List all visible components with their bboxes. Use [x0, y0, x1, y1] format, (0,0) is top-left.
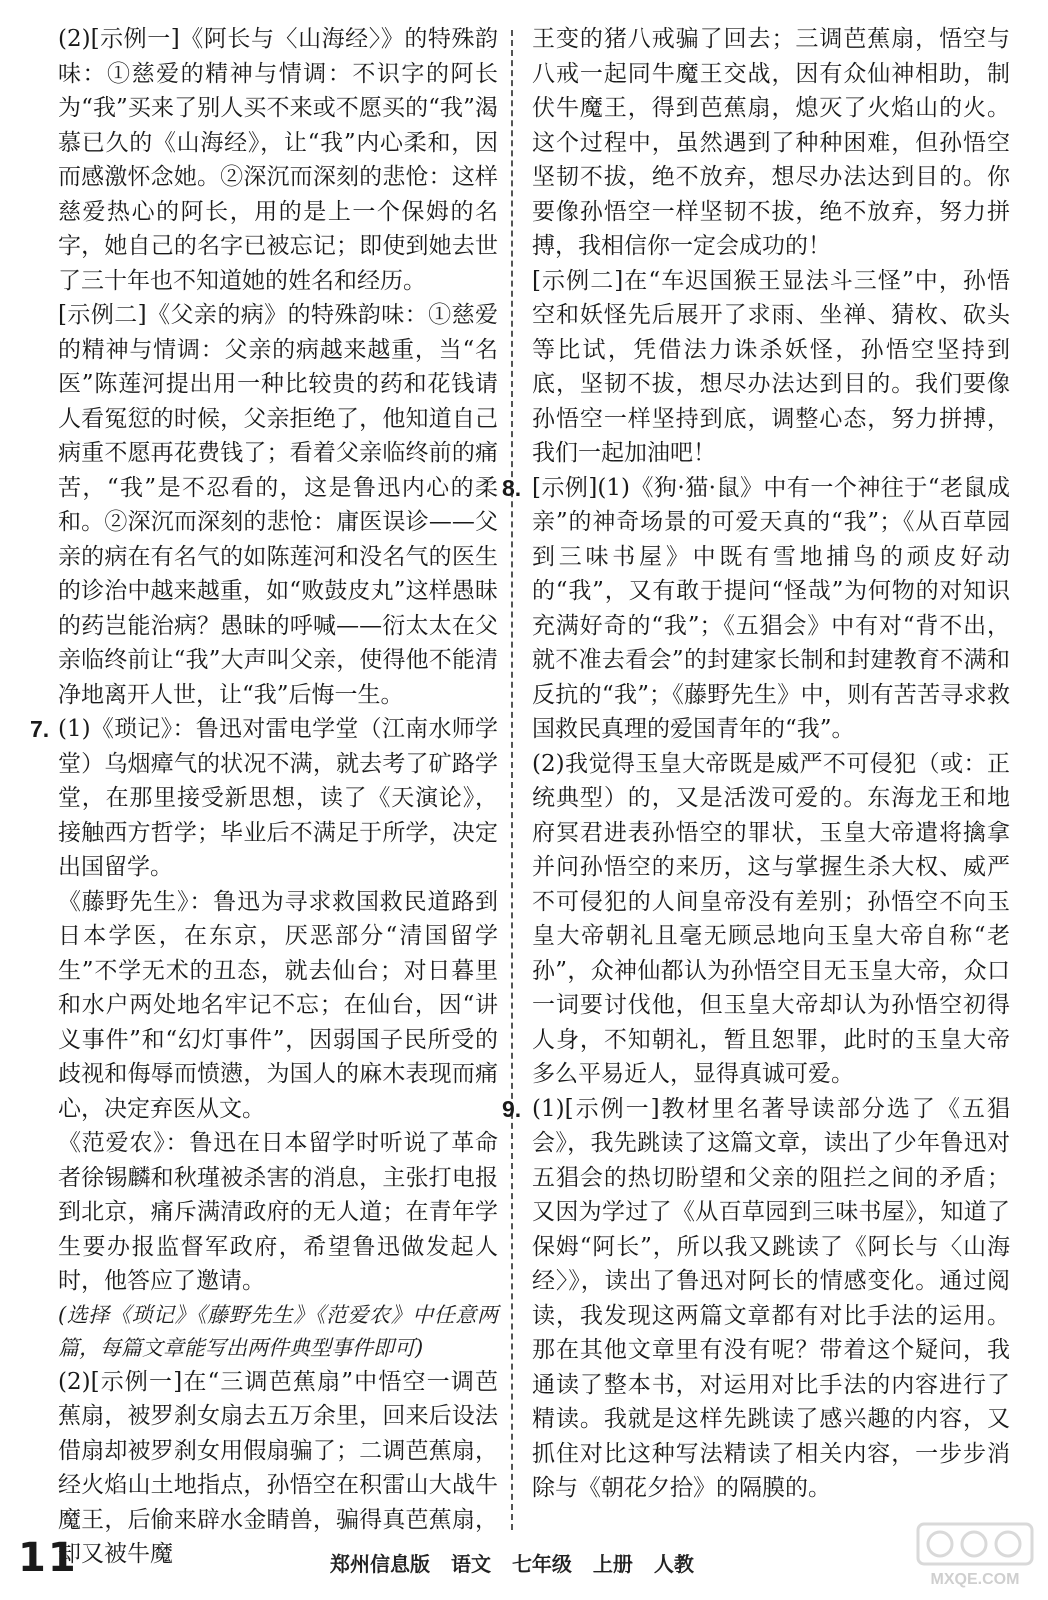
- question-8-part-2: (2)我觉得玉皇大帝既是威严不可侵犯（或：正统典型）的，又是活泼可爱的。东海龙王和地府冥君进表孙悟空的罪状，玉皇大帝遣将擒拿并问孙悟空的来历，这与掌握生杀大权、威严不可侵犯的人间皇帝没有差别；孙悟空不向玉皇大帝朝礼且毫无顾忌地向玉皇大帝自称“老孙”，众神仙都认为孙悟空目无玉皇大帝，众口一词要讨伐他，但玉皇大帝却认为孙悟空初得人身，不知朝礼，暂且恕罪，此时的玉皇大帝多么平易近人，显得真诚可爱。: [532, 750, 1010, 1087]
- footer-grade: 七年级: [511, 1552, 572, 1576]
- column-divider: [511, 30, 513, 1530]
- question-7-part-2: (2)[示例一]在“三调芭蕉扇”中悟空一调芭蕉扇，被罗刹女扇去五万余里，回来后设法借扇却被罗刹女用假扇骗了；二调芭蕉扇，经火焰山土地指点，孙悟空在积雷山大战牛魔王，后偷来辟水金睛兽，骗得真芭蕉扇，却又被牛魔: [58, 1368, 498, 1567]
- footer-edition-info: [330, 1548, 694, 1577]
- page-number: 11: [18, 1535, 78, 1581]
- footer-publisher: 人教: [653, 1552, 694, 1576]
- selection-note: (选择《琐记》《藤野先生》《范爱农》中任意两篇，每篇文章能写出两件典型事件即可): [58, 1302, 498, 1360]
- paragraph-7-2-example-2: [示例二]在“车迟国猴王显法斗三怪”中，孙悟空和妖怪先后展开了求雨、坐禅、猜枚、砍头等比试，凭借法力诛杀妖怪，孙悟空坚持到底，坚韧不拔，想尽办法达到目的。我们要像孙悟空一样坚持到底，调整心态，努力拼搏，我们一起加油吧！: [532, 267, 1010, 466]
- answer-text: [示例](1)《狗·猫·鼠》中有一个神往于“老鼠成亲”的神奇场景的可爱天真的“我”；《从百草园到三味书屋》中既有雪地捕鸟的顽皮好动的“我”，又有敢于提问“怪哉”为何物的对知识充满好奇的“我”；《五猖会》中有对“背不出，就不准去看会”的封建家长制和封建教育不满和反抗的“我”；《藤野先生》中，则有苦苦寻求救国救民真理的爱国青年的“我”。: [532, 474, 1010, 742]
- question-number: 7.: [30, 716, 50, 742]
- footer-edition: 郑州信息版: [330, 1552, 430, 1576]
- question-7-part-1: [30, 712, 498, 885]
- paragraph-tengye: 《藤野先生》：鲁迅为寻求救国救民道路到日本学医，在东京，厌恶部分“清国留学生”不学无术的丑态，就去仙台；对日暮里和水户两处地名牢记不忘；在仙台，因“讲义事件”和“幻灯事件”，因弱国子民所受的歧视和侮辱而愤懑，为国人的麻木表现而痛心，决定弃医从文。: [58, 888, 498, 1122]
- question-8-part-1: [502, 471, 1010, 747]
- watermark-logo-icon: [916, 1520, 1034, 1590]
- right-column: [502, 22, 1010, 1506]
- paragraph-fanainong: 《范爱农》：鲁迅在日本留学时听说了革命者徐锡麟和秋瑾被杀害的消息，主张打电报到北京，痛斥满清政府的无人道；在青年学生要办报监督军政府，希望鲁迅做发起人时，他答应了邀请。: [58, 1130, 498, 1294]
- answer-text: (1)《琐记》：鲁迅对雷电学堂（江南水师学堂）乌烟瘴气的状况不满，就去考了矿路学堂，在那里接受新思想，读了《天演论》，接触西方哲学；毕业后不满足于所学，决定出国留学。: [58, 716, 498, 880]
- watermark-text: MXQE.COM: [930, 1571, 1020, 1588]
- answer-text: (1)[示例一]教材里名著导读部分选了《五猖会》，我先跳读了这篇文章，读出了少年鲁迅对五猖会的热切盼望和父亲的阻拦之间的矛盾；又因为学过了《从百草园到三味书屋》，知道了保姆“阿长”，所以我又跳读了《阿长与〈山海经〉》，读出了鲁迅对阿长的情感变化。通过阅读，我发现这两篇文章都有对比手法的运用。那在其他文章里有没有呢？带着这个疑问，我通读了整本书，对运用对比手法的内容进行了精读。我就是这样先跳读了感兴趣的内容，又抓住对比这种写法精读了相关内容，一步步消除与《朝花夕拾》的隔膜的。: [532, 1095, 1010, 1501]
- paragraph-continued: 王变的猪八戒骗了回去；三调芭蕉扇，悟空与八戒一起同牛魔王交战，因有众仙神相助，制伏牛魔王，得到芭蕉扇，熄灭了火焰山的火。这个过程中，虽然遇到了种种困难，但孙悟空坚韧不拔，绝不放弃，想尽办法达到目的。你要像孙悟空一样坚韧不拔，绝不放弃，努力拼搏，我相信你一定会成功的！: [532, 26, 1010, 259]
- question-number: 8.: [502, 474, 522, 501]
- question-9-part-1: [502, 1092, 1010, 1506]
- paragraph-6-2-example-1: (2)[示例一]《阿长与〈山海经〉》的特殊韵味：①慈爱的精神与情调：不识字的阿长为“我”买来了别人买不来或不愿买的“我”渴慕已久的《山海经》，让“我”内心柔和，因而感激怀念她。②深沉而深刻的悲怆：这样慈爱热心的阿长，用的是上一个保姆的名字，她自己的名字已被忘记；即使到她去世了三十年也不知道她的姓名和经历。: [58, 26, 498, 294]
- footer-volume: 上册: [592, 1552, 633, 1576]
- paragraph-6-2-example-2: [示例二]《父亲的病》的特殊韵味：①慈爱的精神与情调：父亲的病越来越重，当“名医”陈莲河提出用一种比较贵的药和花钱请人看冤愆的时候，父亲拒绝了，他知道自己病重不愿再花费钱了；看着父亲临终前的痛苦，“我”是不忍看的，这是鲁迅内心的柔和。②深沉而深刻的悲怆：庸医误诊——父亲的病在有名气的如陈莲河和没名气的医生的诊治中越来越重，如“败鼓皮丸”这样愚昧的药岂能治病？愚昧的呼喊——衍太太在父亲临终前让“我”大声叫父亲，使得他不能清净地离开人世，让“我”后悔一生。: [58, 302, 498, 708]
- question-number: 9.: [502, 1095, 522, 1122]
- footer-subject: 语文: [450, 1552, 491, 1576]
